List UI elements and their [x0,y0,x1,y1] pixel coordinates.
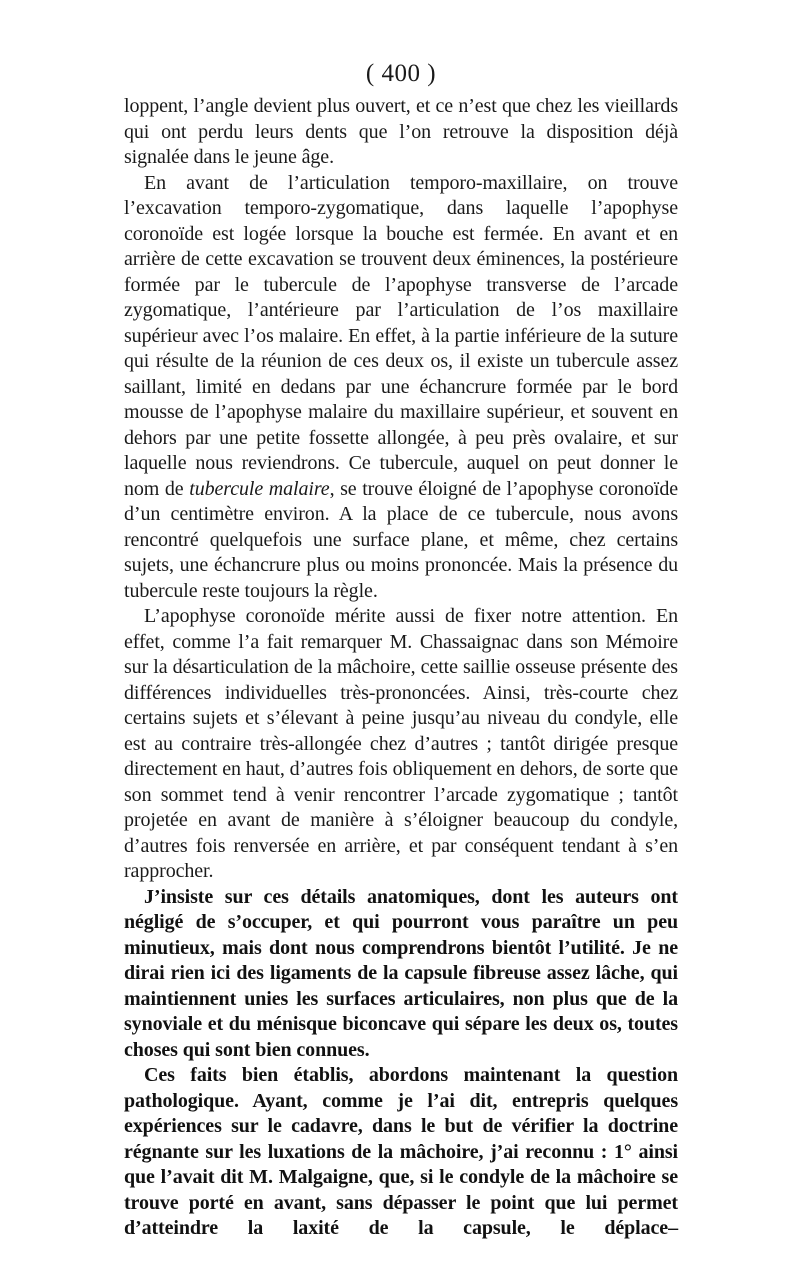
page-number: ( 400 ) [365,60,437,87]
paragraph-details-anatomiques: J’insiste sur ces détails anatomiques, dont les auteurs ont négligé de s’occuper, et qui pourront vous paraître un peu minutieux, mais dont nous comprendrons bientôt l’utilité. Je ne dirai rien ici des ligaments de la capsule fibreuse assez lâche, qui maintiennent unies les surfaces articulaires, non plus que de la synoviale et du ménisque biconcave qui sépare les deux os, toutes choses qui sont bien connues. [124,885,678,1061]
paragraph-text-after-term: , se trouve éloigné de l’apophyse coronoïde d’un centimètre environ. A la place de ce tubercule, nous avons rencontré quelquefois une surface plane, et même, chez certains sujets, une échancrure plus ou moins prononcée. Mais la présence du tubercule reste toujours la règle. [124,477,678,602]
page-body [124,94,678,1242]
italic-term-tubercule-malaire: tubercule malaire [189,477,330,500]
paragraph-apophyse-coronoide: L’apophyse coronoïde mérite aussi de fixer notre attention. En effet, comme l’a fait remarquer M. Chassaignac dans son Mémoire sur la désarticulation de la mâchoire, cette saillie osseuse présente des différences individuelles très-prononcées. Ainsi, très-courte chez certains sujets et s’élevant à peine jusqu’au niveau du condyle, elle est au contraire très-allongée chez d’autres ; tantôt dirigée presque directement en haut, d’autres fois obliquement en dehors, de sorte que son sommet tend à venir rencontrer l’arcade zygomatique ; tantôt projetée en avant de manière à s’éloigner beaucoup du condyle, d’autres fois renversée en arrière, et par conséquent tendant à s’en rapprocher. [124,605,678,882]
paragraph-continuation: loppent, l’angle devient plus ouvert, et ce n’est que chez les vieillards qui ont perdu leurs dents que l’on retrouve la disposition déjà signalée dans le jeune âge. [124,95,678,168]
paragraph-question-pathologique: Ces faits bien établis, abordons maintenant la question pathologique. Ayant, comme je l’ai dit, entrepris quelques expériences sur le cadavre, dans le but de vérifier la doctrine régnante sur les luxations de la mâchoire, j’ai reconnu : 1° ainsi que l’avait dit M. Malgaigne, que, si le condyle de la mâchoire se trouve porté en avant, sans dépasser le point que lui permet d’atteindre la laxité de la capsule, le déplace– [124,1064,678,1239]
paragraph-text-before-term: En avant de l’articulation temporo-maxillaire, on trouve l’excavation temporo-zygomatique, dans laquelle l’apophyse coronoïde est logée lorsque la bouche est fermée. En avant et en arrière de cette excavation se trouvent deux éminences, la postérieure formée par le tubercule de l’apophyse transverse de l’arcade zygomatique, l’antérieure par l’articulation de l’os maxillaire supérieur avec l’os malaire. En effet, à la partie inférieure de la suture qui résulte de la réunion de ces deux os, il existe un tubercule assez saillant, limité en dedans par une échancrure formée par le bord mousse de l’apophyse malaire du maxillaire supérieur, et souvent en dehors par une petite fossette allongée, à peu près ovalaire, et sur laquelle nous reviendrons. Ce tubercule, auquel on peut donner le nom de [124,171,678,500]
paragraph-tubercule-malaire [124,171,678,605]
